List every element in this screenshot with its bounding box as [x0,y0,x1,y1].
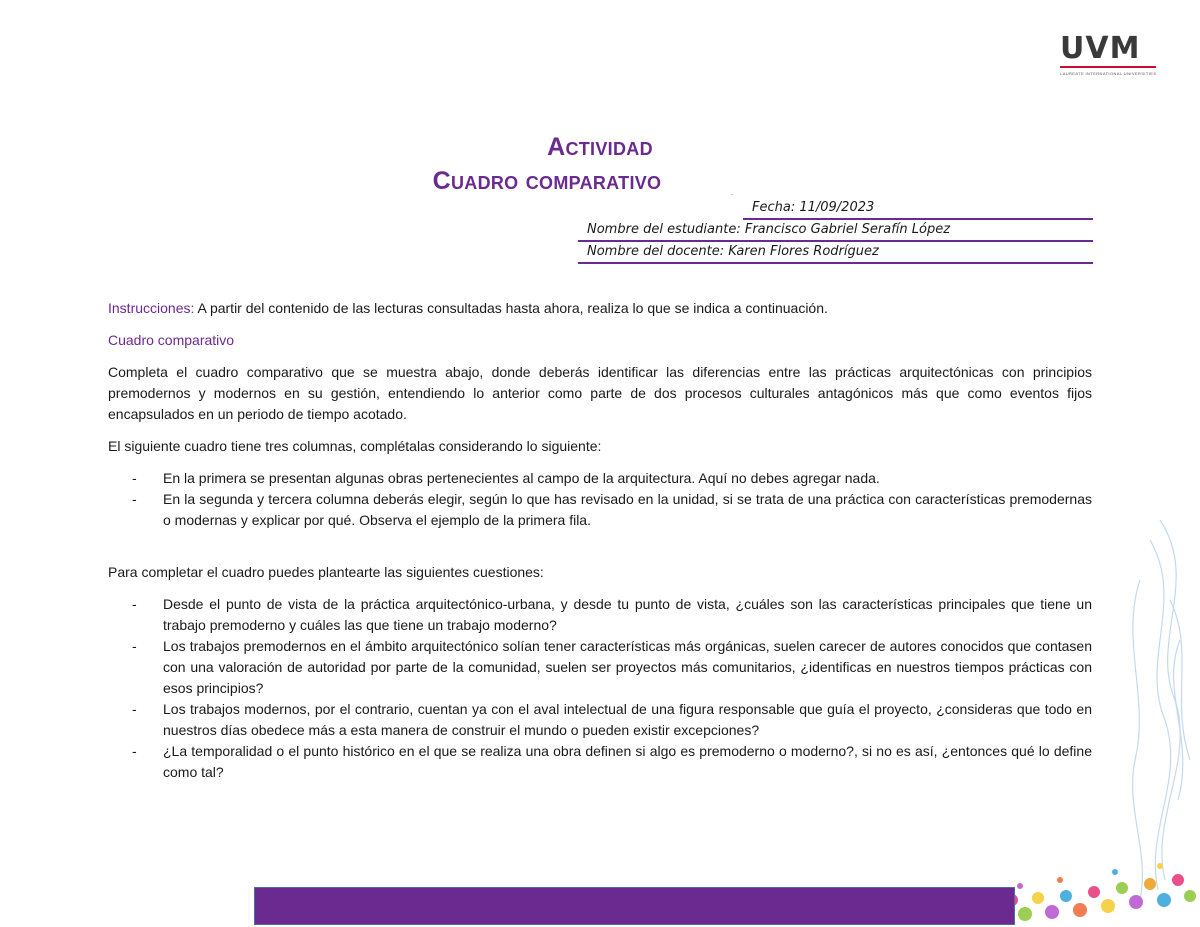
list-item: - Los trabajos modernos, por el contrario, cuentan ya con el aval intelectual de una figura responsable que guía el proyecto, ¿consideras que todo en nuestros días obedece más a esta manera de construir el mundo o pueden existir excepciones? [132,701,1092,738]
fecha-field: Fecha: 11/09/2023 [743,198,1093,220]
logo-wordmark: UVM [1060,31,1141,66]
meta-estudiante-block [578,220,1093,242]
instructions [108,298,1092,319]
list-item: - ¿La temporalidad o el punto histórico en el que se realiza una obra definen si algo es premoderno o moderno?, si no es así, ¿entonces qué lo define como tal? [132,743,1092,780]
meta-docente-block [578,242,1093,264]
list-item: - Desde el punto de vista de la práctica arquitectónico-urbana, y desde tu punto de vista, ¿cuáles son las características principales que tiene un trabajo premoderno y cuáles las que tiene un trabajo moderno? [132,596,1092,633]
bullet-dash: - [132,638,137,654]
bullet-dash: - [132,491,137,507]
teacher-name-field: Nombre del docente: Karen Flores Rodríguez [578,242,1093,264]
list-item: - En la primera se presentan algunas obras pertenecientes al campo de la arquitectura. Aquí no debes agregar nada. [108,468,1092,489]
bullet-dash: - [132,701,137,717]
flower-decoration [993,863,1196,921]
bullet-dash: - [132,596,137,612]
uvm-logo [1060,31,1157,76]
title-dot: . [731,188,734,197]
paragraph-3: Para completar el cuadro puedes plantearte las siguientes cuestiones: [108,564,544,580]
bullet-dash: - [132,743,137,759]
paragraph-2: El siguiente cuadro tiene tres columnas, complétalas considerando lo siguiente: [108,438,602,454]
footer-bar [254,887,1015,925]
bullet-dash: - [132,470,137,486]
instructions-text: A partir del contenido de las lecturas consultadas hasta ahora, realiza lo que se indica a continuación. [194,300,828,316]
page-title: Actividad [547,133,653,161]
list-item: - Los trabajos premodernos en el ámbito arquitectónico solían tener características más orgánicas, suelen carecer de autores conocidos que contasen con una valoración de autoridad por parte de la comunidad, suelen ser proyectos más comunitarios, ¿identificas en nuestros tiempos prácticas con esos principios? [132,638,1092,696]
student-name-field: Nombre del estudiante: Francisco Gabriel Serafín López [578,220,1093,242]
logo-subtitle: LAUREATE INTERNATIONAL UNIVERSITIES [1060,71,1157,76]
list-columns [108,468,1092,531]
list-questions [108,594,1092,783]
section-heading: Cuadro comparativo [108,332,235,348]
list-item: - En la segunda y tercera columna deberás elegir, según lo que has revisado en la unidad, si se trata de una práctica con características premodernas o modernas y explicar por qué. Observa el ejemplo de la primera fila. [132,491,1092,528]
meta-fecha-block [578,198,1093,220]
logo-divider [1060,66,1156,68]
document-body [108,298,1092,783]
instructions-label: Instrucciones: [108,300,195,316]
page-subtitle: Cuadro comparativo [432,167,662,195]
paragraph-1: Completa el cuadro comparativo que se muestra abajo, donde deberás identificar las diferencias entre las prácticas arquitectónicas con principios premodernos y modernos en su gestión, entendiendo lo anterior como parte de dos procesos culturales antagónicos más que como eventos fijos encapsulados en un periodo de tiempo acotado. [108,364,1092,422]
